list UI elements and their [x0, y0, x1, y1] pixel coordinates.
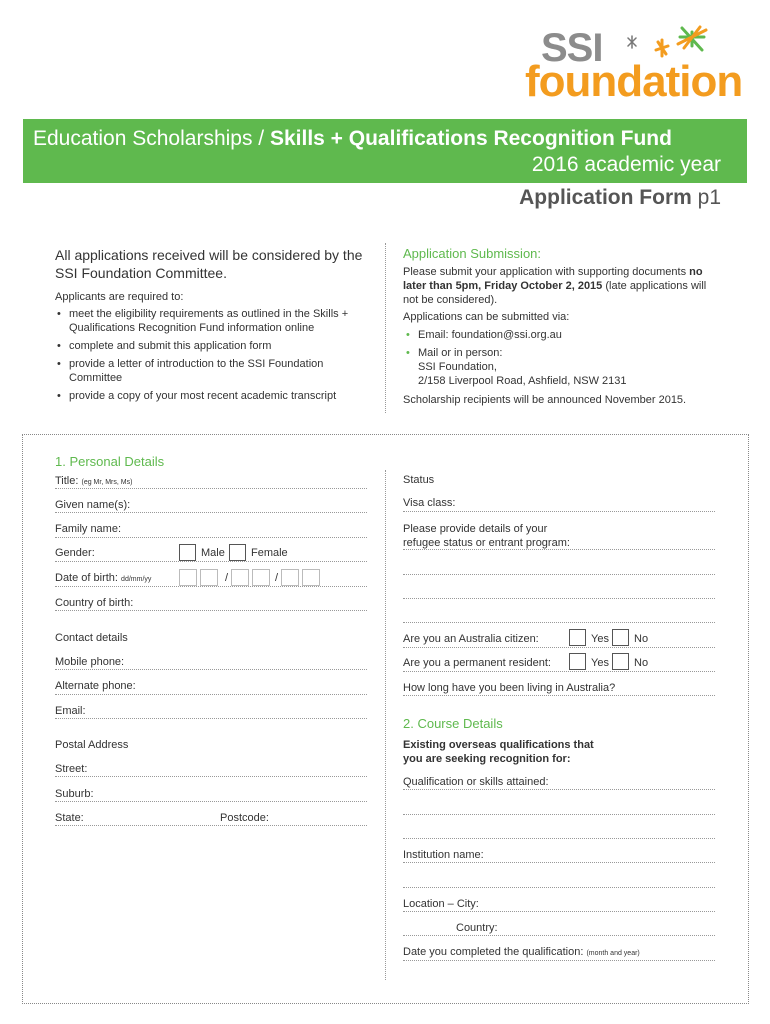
refugee-details-field-3[interactable] [403, 598, 715, 599]
refugee-details-field-1[interactable] [403, 549, 715, 550]
male-label: Male [201, 547, 225, 559]
submission-methods-list [403, 328, 718, 392]
list-item: • provide a letter of introduction to the SSI Foundation Committee [55, 357, 375, 385]
location-city-field[interactable] [403, 911, 715, 912]
institution-field-2[interactable] [403, 887, 715, 888]
announcement-text: Scholarship recipients will be announced November 2015. [403, 394, 687, 406]
resident-no-label: No [634, 657, 649, 669]
citizen-no-checkbox[interactable] [612, 629, 629, 646]
living-duration-field[interactable] [403, 695, 715, 696]
status-heading: Status [403, 474, 435, 486]
resident-line [403, 671, 715, 672]
submission-methods-heading: Applications can be submitted via: [403, 311, 570, 323]
family-name-field[interactable] [55, 537, 367, 538]
course-details-heading: 2. Course Details [403, 716, 503, 731]
dob-year-box-1[interactable] [281, 569, 299, 586]
qualification-field-2[interactable] [403, 814, 715, 815]
visa-class-field[interactable] [403, 511, 715, 512]
citizen-no-label: No [634, 633, 649, 645]
email-field[interactable] [55, 718, 367, 719]
refugee-details-field-2[interactable] [403, 574, 715, 575]
mobile-label: Mobile phone: [55, 656, 125, 668]
alternate-phone-label: Alternate phone: [55, 680, 136, 692]
female-label: Female [251, 547, 288, 559]
banner-title: Education Scholarships / Skills + Qualifications Recognition Fund [33, 127, 672, 150]
title-label: Title: (eg Mr, Mrs, Ms) [55, 475, 133, 487]
state-postcode-field[interactable] [55, 825, 367, 826]
qualification-field-1[interactable] [403, 789, 715, 790]
submission-heading: Application Submission: [403, 246, 542, 261]
title-banner [23, 119, 747, 183]
suburb-field[interactable] [55, 801, 367, 802]
given-names-field[interactable] [55, 512, 367, 513]
resident-yes-checkbox[interactable] [569, 653, 586, 670]
personal-details-heading: 1. Personal Details [55, 454, 165, 469]
list-item: • Email: foundation@ssi.org.au [403, 328, 718, 342]
intro-divider [385, 243, 386, 413]
street-label: Street: [55, 763, 88, 775]
dob-separator: / [275, 572, 279, 584]
institution-label: Institution name: [403, 849, 484, 861]
street-field[interactable] [55, 776, 367, 777]
mobile-field[interactable] [55, 669, 367, 670]
form-column-divider [385, 470, 386, 980]
logo-ssi-text: SSI [541, 26, 603, 70]
country-label: Country: [456, 922, 498, 934]
dob-day-box-2[interactable] [200, 569, 218, 586]
male-checkbox[interactable] [179, 544, 196, 561]
qualification-field-3[interactable] [403, 838, 715, 839]
email-label: Email: [55, 705, 86, 717]
country-of-birth-label: Country of birth: [55, 597, 134, 609]
institution-field-1[interactable] [403, 862, 715, 863]
given-names-label: Given name(s): [55, 499, 131, 511]
date-completed-label: Date you completed the qualification: (month and year) [403, 946, 640, 958]
date-completed-field[interactable] [403, 960, 715, 961]
form-title: Application Form p1 [519, 186, 721, 209]
resident-no-checkbox[interactable] [612, 653, 629, 670]
family-name-label: Family name: [55, 523, 122, 535]
refugee-details-field-4[interactable] [403, 622, 715, 623]
citizen-question: Are you an Australia citizen: [403, 633, 539, 645]
gender-line [55, 561, 367, 562]
requirements-list [55, 307, 375, 407]
postcode-label: Postcode: [220, 812, 269, 824]
dob-separator: / [225, 572, 229, 584]
list-item: • complete and submit this application form [55, 339, 375, 353]
suburb-label: Suburb: [55, 788, 94, 800]
location-city-label: Location – City: [403, 898, 479, 910]
intro-lead-text: All applications received will be considered by the SSI Foundation Committee. [55, 247, 363, 281]
requirements-heading: Applicants are required to: [55, 291, 184, 303]
title-field[interactable] [55, 488, 367, 489]
dob-month-box-1[interactable] [231, 569, 249, 586]
visa-class-label: Visa class: [403, 497, 456, 509]
postal-address-heading: Postal Address [55, 739, 129, 751]
citizen-yes-label: Yes [591, 633, 609, 645]
list-item: • provide a copy of your most recent academic transcript [55, 389, 375, 403]
resident-yes-label: Yes [591, 657, 609, 669]
country-of-birth-field[interactable] [55, 610, 367, 611]
dob-year-box-2[interactable] [302, 569, 320, 586]
gender-label: Gender: [55, 547, 95, 559]
logo-foundation-text: foundation [525, 57, 743, 106]
dob-month-box-2[interactable] [252, 569, 270, 586]
dob-label: Date of birth: dd/mm/yy [55, 572, 152, 584]
living-duration-label: How long have you been living in Australia? [403, 682, 616, 694]
list-item: • meet the eligibility requirements as outlined in the Skills + Qualifications Recognition Fund information online [55, 307, 375, 335]
country-field[interactable] [403, 935, 715, 936]
qualification-label: Qualification or skills attained: [403, 776, 549, 788]
citizen-yes-checkbox[interactable] [569, 629, 586, 646]
starburst-logo-icon [620, 22, 720, 72]
banner-year: 2016 academic year [531, 153, 721, 176]
citizen-line [403, 647, 715, 648]
state-label: State: [55, 812, 84, 824]
submission-deadline-text: Please submit your application with supporting documents no later than 5pm, Friday October 2, 2015 (late applications will not be considered). [403, 266, 707, 306]
resident-question: Are you a permanent resident: [403, 657, 551, 669]
dob-line [55, 586, 367, 587]
contact-details-heading: Contact details [55, 632, 128, 644]
refugee-details-label: Please provide details of your refugee status or entrant program: [403, 523, 570, 549]
female-checkbox[interactable] [229, 544, 246, 561]
alternate-phone-field[interactable] [55, 694, 367, 695]
dob-day-box-1[interactable] [179, 569, 197, 586]
course-subheading: Existing overseas qualifications that you are seeking recognition for: [403, 739, 594, 765]
list-item: • Mail or in person: SSI Foundation, 2/158 Liverpool Road, Ashfield, NSW 2131 [403, 346, 718, 388]
